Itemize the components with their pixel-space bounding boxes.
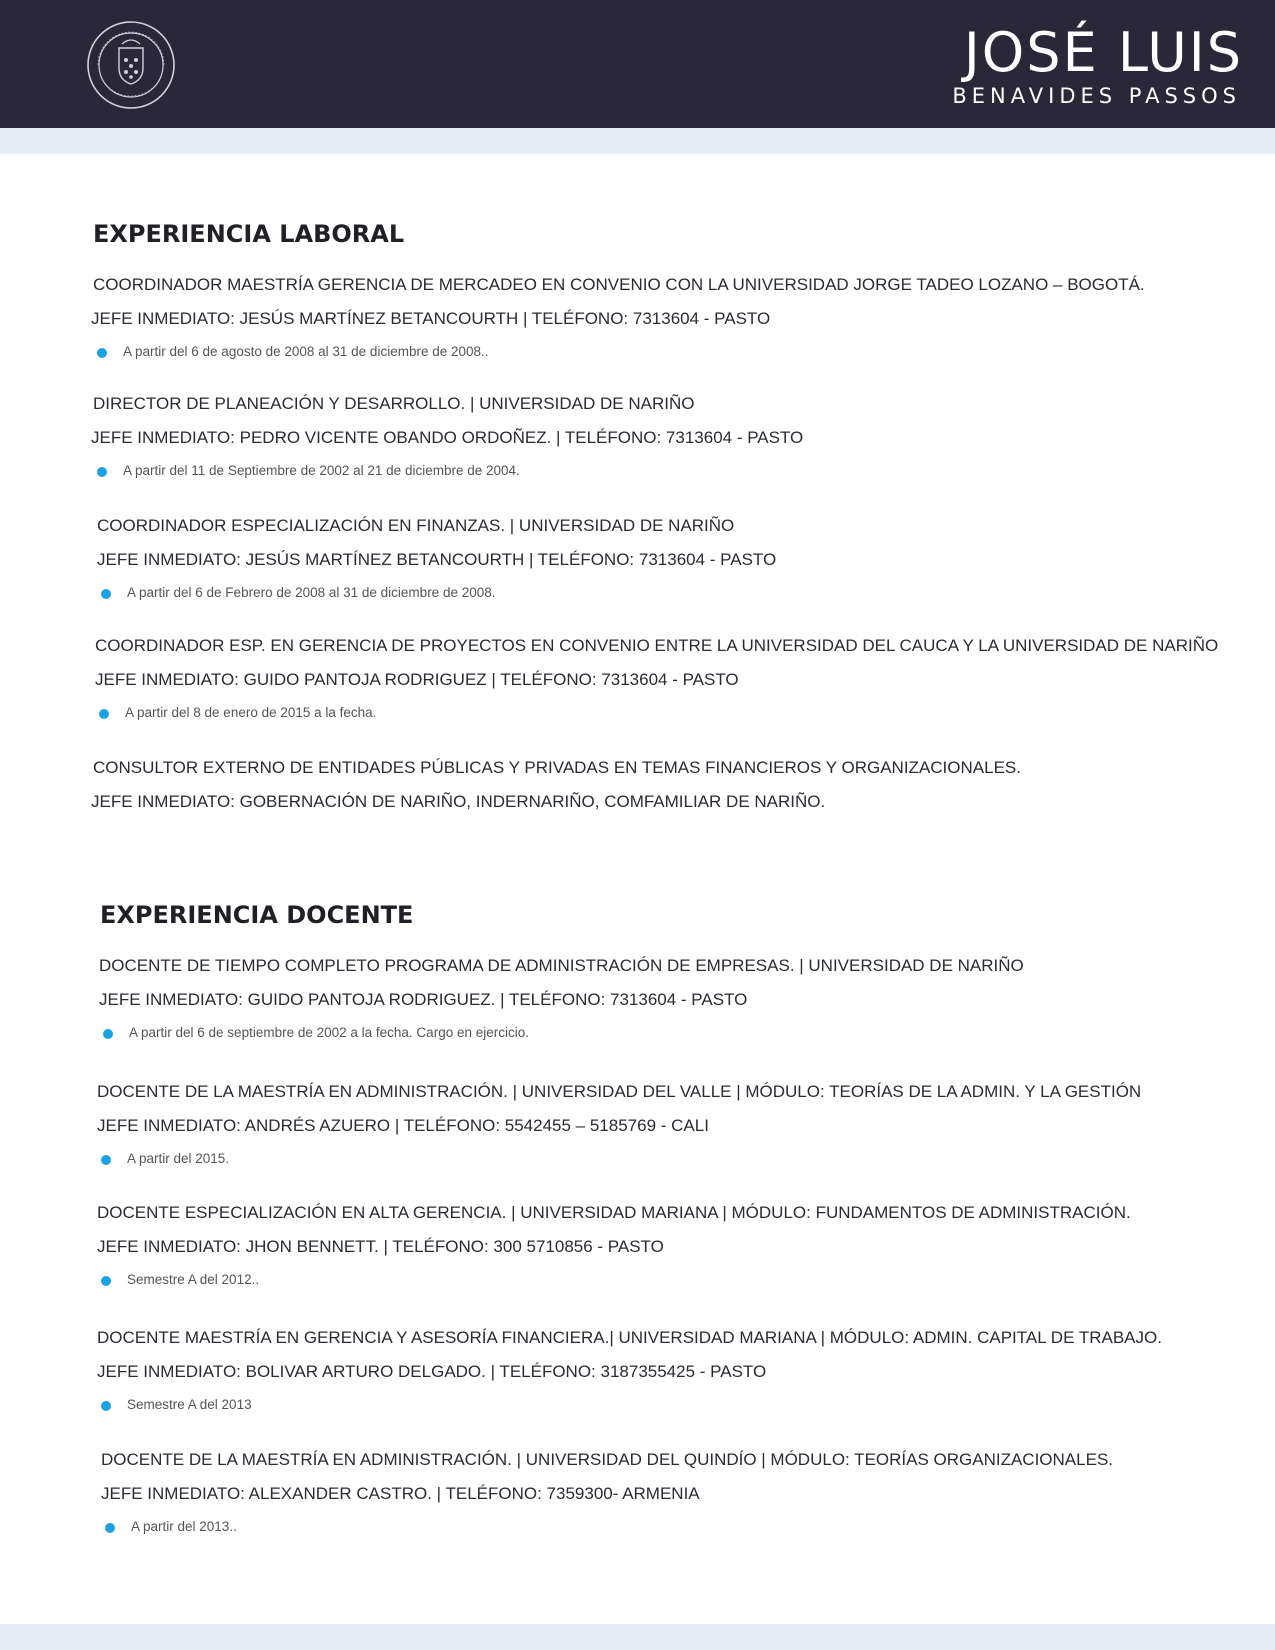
bullet-icon [97, 348, 107, 358]
docente-entry-3 [97, 1202, 1247, 1290]
entry-date: A partir del 6 de agosto de 2008 al 31 de diciembre de 2008.. [93, 342, 1243, 362]
laboral-entry-1 [93, 274, 1243, 362]
entry-date: A partir del 2013.. [101, 1517, 1251, 1537]
bullet-icon [97, 467, 107, 477]
docente-entry-1 [99, 955, 1249, 1043]
header-bar [0, 0, 1275, 128]
entry-date: A partir del 8 de enero de 2015 a la fecha. [95, 703, 1245, 723]
laboral-entry-2 [93, 393, 1243, 481]
entry-supervisor: JEFE INMEDIATO: ANDRÉS AZUERO | TELÉFONO: 5542455 – 5185769 - CALI [97, 1116, 709, 1135]
entry-date: A partir del 6 de Febrero de 2008 al 31 de diciembre de 2008. [97, 583, 1247, 603]
entry-date: A partir del 11 de Septiembre de 2002 al 21 de diciembre de 2004. [93, 461, 1243, 481]
entry-position: DOCENTE DE TIEMPO COMPLETO PROGRAMA DE ADMINISTRACIÓN DE EMPRESAS. | UNIVERSIDAD DE NARIÑO [99, 956, 1024, 975]
docente-entry-5 [101, 1449, 1251, 1537]
entry-supervisor: JEFE INMEDIATO: BOLIVAR ARTURO DELGADO. | TELÉFONO: 3187355425 - PASTO [97, 1362, 767, 1381]
bullet-icon [99, 709, 109, 719]
entry-position: COORDINADOR MAESTRÍA GERENCIA DE MERCADEO EN CONVENIO CON LA UNIVERSIDAD JORGE TADEO LOZANO – BOGOTÁ. [93, 275, 1145, 294]
entry-position: DOCENTE ESPECIALIZACIÓN EN ALTA GERENCIA. | UNIVERSIDAD MARIANA | MÓDULO: FUNDAMENTOS DE ADMINISTRACIÓN. [97, 1203, 1131, 1222]
laboral-entry-4 [95, 635, 1245, 723]
entry-position: DOCENTE DE LA MAESTRÍA EN ADMINISTRACIÓN. | UNIVERSIDAD DEL VALLE | MÓDULO: TEORÍAS DE LA ADMIN. Y LA GESTIÓN [97, 1082, 1142, 1101]
header-accent-band [0, 128, 1275, 154]
entry-supervisor: JEFE INMEDIATO: GOBERNACIÓN DE NARIÑO, INDERNARIÑO, COMFAMILIAR DE NARIÑO. [91, 792, 826, 811]
entry-position: DOCENTE MAESTRÍA EN GERENCIA Y ASESORÍA FINANCIERA.| UNIVERSIDAD MARIANA | MÓDULO: ADMIN. CAPITAL DE TRABAJO. [97, 1328, 1162, 1347]
entry-date: Semestre A del 2012.. [97, 1270, 1247, 1290]
bullet-icon [101, 1401, 111, 1411]
docente-entry-2 [97, 1081, 1247, 1169]
name-last: BENAVIDES PASSOS [952, 84, 1241, 108]
entry-supervisor: JEFE INMEDIATO: JHON BENNETT. | TELÉFONO: 300 5710856 - PASTO [97, 1237, 664, 1256]
entry-supervisor: JEFE INMEDIATO: ALEXANDER CASTRO. | TELÉFONO: 7359300- ARMENIA [101, 1484, 700, 1503]
entry-supervisor: JEFE INMEDIATO: GUIDO PANTOJA RODRIGUEZ. | TELÉFONO: 7313604 - PASTO [99, 990, 748, 1009]
bullet-icon [101, 1276, 111, 1286]
entry-supervisor: JEFE INMEDIATO: PEDRO VICENTE OBANDO ORDOÑEZ. | TELÉFONO: 7313604 - PASTO [91, 428, 804, 447]
name-first: JOSÉ LUIS [963, 21, 1243, 84]
entry-position: DOCENTE DE LA MAESTRÍA EN ADMINISTRACIÓN. | UNIVERSIDAD DEL QUINDÍO | MÓDULO: TEORÍAS ORGANIZACIONALES. [101, 1450, 1114, 1469]
entry-supervisor: JEFE INMEDIATO: JESÚS MARTÍNEZ BETANCOURTH | TELÉFONO: 7313604 - PASTO [97, 550, 777, 569]
section-title-docente: EXPERIENCIA DOCENTE [100, 901, 414, 929]
entry-date: Semestre A del 2013 [97, 1395, 1247, 1415]
footer-accent-band [0, 1624, 1275, 1650]
section-title-laboral: EXPERIENCIA LABORAL [93, 220, 405, 248]
entry-position: COORDINADOR ESP. EN GERENCIA DE PROYECTOS EN CONVENIO ENTRE LA UNIVERSIDAD DEL CAUCA Y LA UNIVERSIDAD DE NARIÑO [95, 636, 1219, 655]
laboral-entry-3 [97, 515, 1247, 603]
entry-supervisor: JEFE INMEDIATO: JESÚS MARTÍNEZ BETANCOURTH | TELÉFONO: 7313604 - PASTO [91, 309, 771, 328]
entry-position: DIRECTOR DE PLANEACIÓN Y DESARROLLO. | UNIVERSIDAD DE NARIÑO [93, 394, 695, 413]
bullet-icon [103, 1029, 113, 1039]
entry-supervisor: JEFE INMEDIATO: GUIDO PANTOJA RODRIGUEZ | TELÉFONO: 7313604 - PASTO [95, 670, 739, 689]
university-seal-icon [86, 20, 176, 110]
entry-position: CONSULTOR EXTERNO DE ENTIDADES PÚBLICAS Y PRIVADAS EN TEMAS FINANCIEROS Y ORGANIZACIONALES. [93, 758, 1021, 777]
entry-date: A partir del 2015. [97, 1149, 1247, 1169]
bullet-icon [101, 1155, 111, 1165]
bullet-icon [101, 589, 111, 599]
laboral-entry-5 [93, 757, 1243, 825]
docente-entry-4 [97, 1327, 1247, 1415]
entry-date: A partir del 6 de septiembre de 2002 a la fecha. Cargo en ejercicio. [99, 1023, 1249, 1043]
bullet-icon [105, 1523, 115, 1533]
entry-position: COORDINADOR ESPECIALIZACIÓN EN FINANZAS. | UNIVERSIDAD DE NARIÑO [97, 516, 735, 535]
